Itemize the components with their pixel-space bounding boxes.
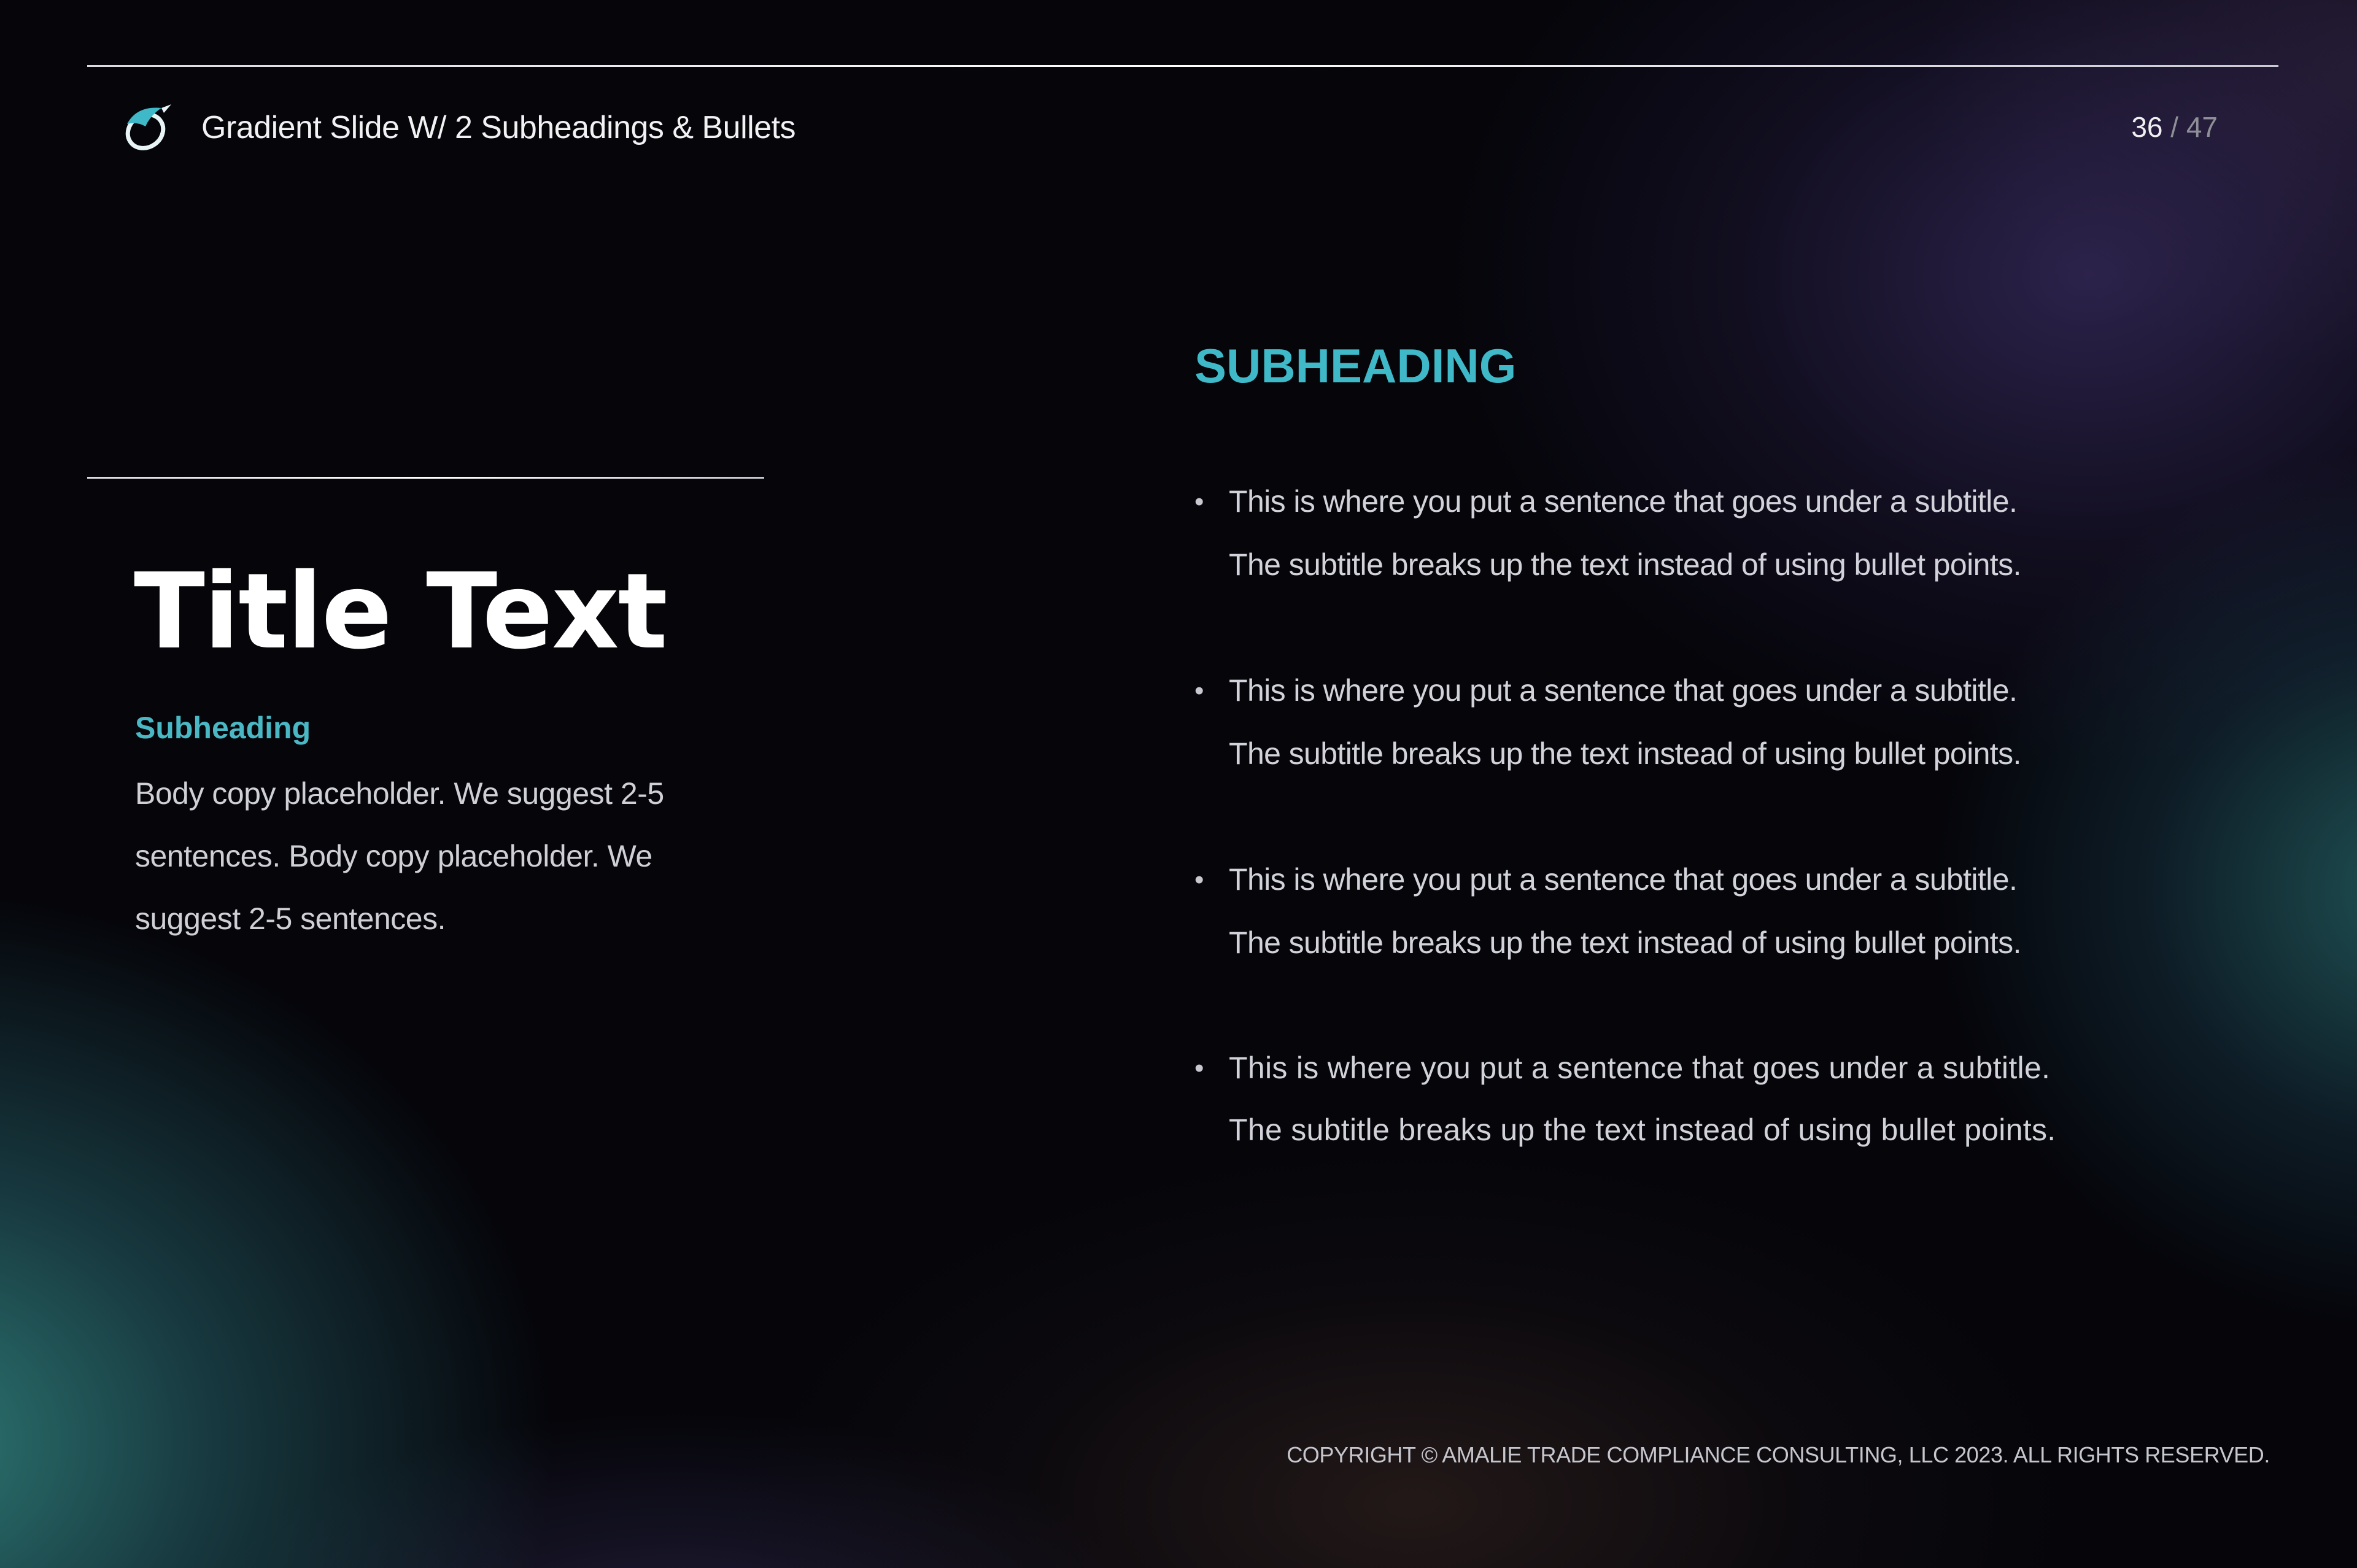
bullet-icon: •: [1194, 1053, 1204, 1083]
page-number: [2131, 110, 2218, 144]
bullet-line-1: This is where you put a sentence that goes under a subtitle.: [1229, 673, 2018, 708]
bullet-line-2: The subtitle breaks up the text instead of using bullet points.: [1229, 925, 2021, 960]
slide-title-header: Gradient Slide W/ 2 Subheadings & Bullets: [201, 110, 796, 145]
bullet-line-2: The subtitle breaks up the text instead of using bullet points.: [1229, 736, 2021, 771]
bullet-icon: •: [1194, 487, 1204, 517]
bullet-item: [1194, 470, 2115, 597]
copyright-notice: COPYRIGHT © AMALIE TRADE COMPLIANCE CONSULTING, LLC 2023. ALL RIGHTS RESERVED.: [1287, 1442, 2270, 1467]
bullet-line-2: The subtitle breaks up the text instead of using bullet points.: [1229, 1113, 2056, 1147]
main-title: Title Text: [134, 551, 667, 673]
right-subheading: SUBHEADING: [1194, 339, 1517, 393]
bullet-list: [1194, 470, 2115, 1226]
title-divider: [87, 477, 764, 479]
company-logo-icon: [118, 103, 175, 155]
bullet-item: [1194, 1037, 2115, 1164]
bullet-item: [1194, 659, 2115, 786]
bullet-icon: •: [1194, 865, 1204, 895]
page-current: 36: [2131, 111, 2163, 143]
page-separator: /: [2170, 111, 2179, 143]
bullet-item: [1194, 848, 2115, 975]
bullet-line-2: The subtitle breaks up the text instead of using bullet points.: [1229, 547, 2021, 582]
bullet-line-1: This is where you put a sentence that goes under a subtitle.: [1229, 484, 2018, 519]
body-copy: Body copy placeholder. We suggest 2-5 sentences. Body copy placeholder. We suggest 2-5 sentences.: [135, 776, 664, 936]
bullet-icon: •: [1194, 676, 1204, 706]
left-subheading: Subheading: [135, 711, 311, 745]
top-divider: [87, 65, 2278, 67]
bullet-line-1: This is where you put a sentence that goes under a subtitle.: [1229, 862, 2018, 897]
page-total: 47: [2186, 111, 2218, 143]
bullet-line-1: This is where you put a sentence that goes under a subtitle.: [1229, 1051, 2051, 1085]
